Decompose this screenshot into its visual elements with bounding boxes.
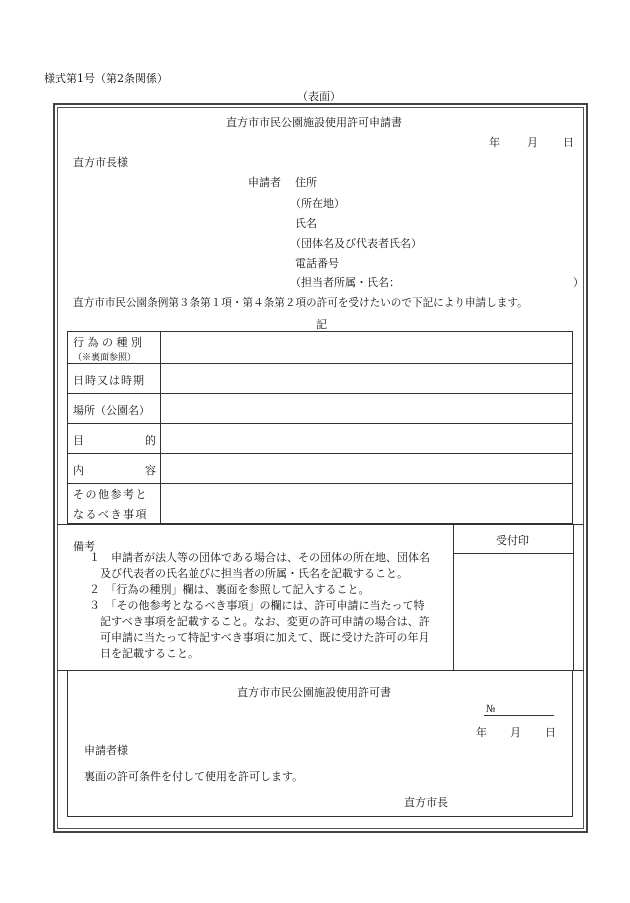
application-statement: 直方市市民公園条例第３条第１項・第４条第２項の許可を受けたいので下記により申請します。	[73, 297, 528, 309]
row-label-datetime: 日時又は時期	[73, 374, 145, 387]
name-label: 氏名	[295, 217, 317, 230]
remarks-title: 備考	[73, 540, 95, 553]
permit-issuer: 直方市長	[404, 796, 448, 809]
permit-date-year: 年	[476, 726, 487, 739]
ki-label: 記	[316, 318, 327, 331]
remarks-line-5: 記すべき事項を記載すること。なお、変更の許可申請の場合は、許	[89, 615, 430, 628]
row-label-purpose-left: 目	[73, 434, 84, 447]
remarks-line-1: １ 申請者が法人等の団体である場合は、その団体の所在地、団体名	[89, 551, 430, 564]
permit-addressee: 申請者様	[84, 744, 128, 757]
permit-date-day: 日	[545, 726, 556, 739]
application-date-day: 日	[563, 136, 574, 149]
application-date-year: 年	[489, 136, 500, 149]
form-number: 様式第1号（第2条関係）	[44, 72, 168, 85]
row-sublabel-action-type: （※裏面参照）	[73, 353, 137, 363]
contact-close: ）	[573, 276, 584, 289]
permit-date-month: 月	[510, 726, 521, 739]
row-label-content-right: 容	[145, 464, 156, 477]
application-date-month: 月	[527, 136, 538, 149]
remarks-line-6: 可申請に当たって特記すべき事項に加えて、既に受けた許可の年月	[89, 631, 430, 644]
application-title: 直方市市民公園施設使用許可申請書	[226, 116, 402, 129]
remarks-line-2: 及び代表者の氏名並びに担当者の所属・氏名を記載すること。	[89, 567, 408, 580]
permit-title: 直方市市民公園施設使用許可書	[237, 686, 391, 699]
row-label-place: 場所（公園名）	[73, 404, 150, 417]
remarks-line-3: ２ 「行為の種別」欄は、裏面を参照して記入すること。	[89, 583, 370, 596]
applicant-label: 申請者	[248, 176, 281, 189]
permit-statement: 裏面の許可条件を付して使用を許可します。	[84, 770, 304, 783]
row-label-purpose-right: 的	[145, 434, 156, 447]
location-label: （所在地）	[290, 197, 345, 210]
row-label-other-1: その他参考と	[73, 488, 148, 501]
permit-number: №	[486, 704, 496, 715]
contact-label: （担当者所属・氏名：	[290, 276, 400, 289]
phone-label: 電話番号	[295, 257, 339, 270]
row-label-content-left: 内	[73, 464, 84, 477]
remarks-line-7: 日を記載すること。	[89, 647, 199, 660]
address-label: 住所	[295, 176, 317, 189]
remarks-line-4: ３ 「その他参考となるべき事項」の欄には、許可申請に当たって特	[89, 599, 425, 612]
row-label-action-type: 行 為 の 種 別	[73, 336, 142, 349]
side-label: （表面）	[297, 90, 341, 103]
addressee: 直方市長様	[73, 156, 128, 169]
row-label-other-2: なるべき事項	[73, 508, 148, 521]
stamp-label: 受付印	[496, 534, 529, 547]
org-name-label: （団体名及び代表者氏名）	[290, 237, 422, 250]
